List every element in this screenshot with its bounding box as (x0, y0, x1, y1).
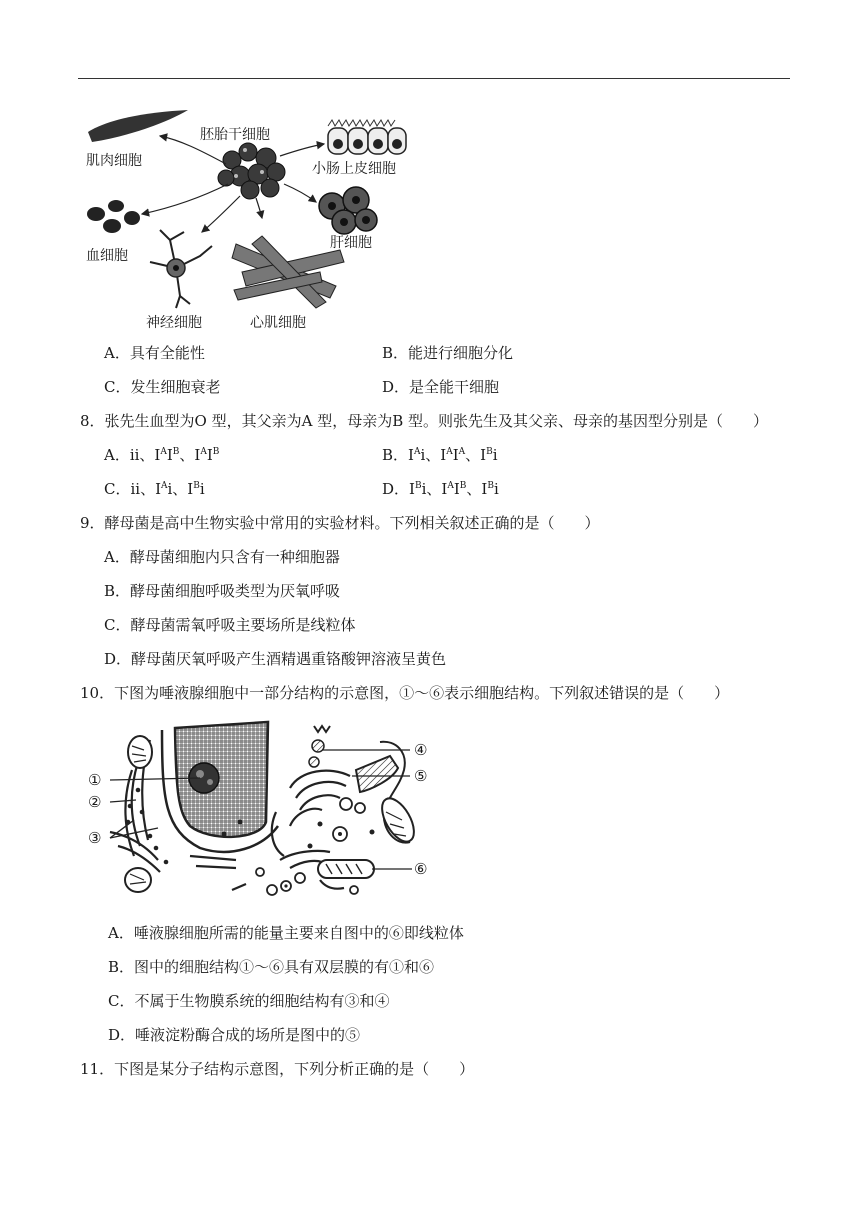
q7-option-d: D．是全能干细胞 (382, 378, 500, 396)
salivary-gland-cell-diagram (0, 710, 868, 910)
label-blood-cell: 血细胞 (86, 248, 128, 264)
q8-option-d: D．$I^Bi$、$I^AI^B$、$I^Bi$ (382, 480, 499, 498)
q9-stem: 9．酵母菌是高中生物实验中常用的实验材料。下列相关叙述正确的是（ ） (80, 514, 600, 532)
label-embryonic-stem-cell: 胚胎干细胞 (200, 127, 270, 143)
label-circle-6: ⑥ (414, 860, 428, 878)
q9-option-d: D．酵母菌厌氧呼吸产生酒精遇重铬酸钾溶液呈黄色 (104, 650, 447, 668)
q9-option-b: B．酵母菌细胞呼吸类型为厌氧呼吸 (104, 582, 341, 600)
q9-option-c: C．酵母菌需氧呼吸主要场所是线粒体 (104, 616, 356, 634)
q7-option-a: A．具有全能性 (104, 344, 205, 362)
q7-option-b: B．能进行细胞分化 (382, 344, 514, 362)
q10-option-d: D．唾液淀粉酶合成的场所是图中的⑤ (108, 1026, 361, 1044)
q10-option-b: B．图中的细胞结构①～⑥具有双层膜的有①和⑥ (108, 958, 435, 976)
label-circle-4: ④ (414, 741, 428, 759)
label-intestinal-epithelial-cell: 小肠上皮细胞 (312, 161, 396, 177)
label-circle-1: ① (88, 771, 102, 789)
label-liver-cell: 肝细胞 (330, 235, 372, 251)
stem-cell-differentiation-figure (0, 0, 868, 340)
q8-stem: 8．张先生血型为O 型，其父亲为A 型，母亲为B 型。则张先生及其父亲、母亲的基因型分别是（ ） (80, 412, 769, 430)
label-circle-2: ② (88, 793, 102, 811)
q10-option-a: A．唾液腺细胞所需的能量主要来自图中的⑥即线粒体 (108, 924, 464, 942)
label-cardiac-muscle-cell: 心肌细胞 (250, 315, 306, 331)
q10-option-c: C．不属于生物膜系统的细胞结构有③和④ (108, 992, 390, 1010)
q11-stem: 11．下图是某分子结构示意图，下列分析正确的是（ ） (80, 1060, 475, 1078)
q8-option-b: B．$I^Ai$、$I^AI^A$、$I^Bi$ (382, 446, 498, 464)
label-circle-5: ⑤ (414, 767, 428, 785)
q9-option-a: A．酵母菌细胞内只含有一种细胞器 (104, 548, 340, 566)
label-nerve-cell: 神经细胞 (146, 315, 202, 331)
q10-stem: 10．下图为唾液腺细胞中一部分结构的示意图，①～⑥表示细胞结构。下列叙述错误的是（ ） (80, 684, 730, 702)
q8-option-a: A．ii、$I^AI^B$、$I^AI^B$ (104, 446, 220, 464)
label-muscle-cell: 肌肉细胞 (86, 153, 142, 169)
q8-option-c: C．ii、$I^Ai$、$I^Bi$ (104, 480, 205, 498)
q7-option-c: C．发生细胞衰老 (104, 378, 221, 396)
label-circle-3: ③ (88, 829, 102, 847)
